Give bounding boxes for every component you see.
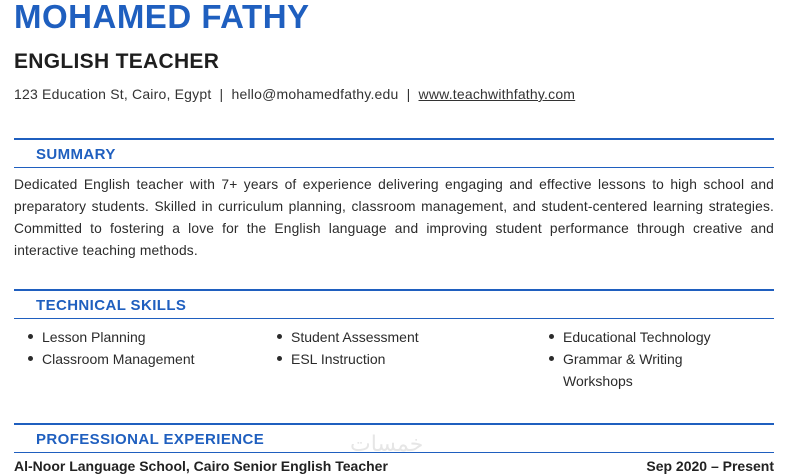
experience-heading: PROFESSIONAL EXPERIENCE (36, 431, 265, 448)
email-text: hello@mohamedfathy.edu (231, 86, 399, 102)
job-title: ENGLISH TEACHER (14, 50, 220, 73)
skill-label: Classroom Management (42, 351, 195, 367)
employment-dates: Sep 2020 – Present (646, 458, 774, 474)
bullet-icon (549, 334, 554, 339)
divider (14, 318, 774, 319)
summary-heading: SUMMARY (36, 146, 116, 163)
summary-text: Dedicated English teacher with 7+ years of experience delivering engaging and effective lessons to high school and preparatory students. Skilled in curriculum planning, classroom management, and student-centered learning strategies. Committed to fostering a love for the English language and improving student performance through creative and interactive teaching methods. (14, 177, 774, 258)
skill-label: Lesson Planning (42, 329, 146, 345)
separator: | (406, 86, 411, 102)
bullet-icon (277, 334, 282, 339)
address-text: 123 Education St, Cairo, Egypt (14, 86, 212, 102)
bullet-icon (28, 356, 33, 361)
skill-label: Educational Technology (563, 329, 711, 345)
skill-item (535, 348, 735, 392)
employer-title: Al-Noor Language School, Cairo Senior English Teacher (14, 458, 388, 474)
contact-line (14, 86, 575, 102)
bullet-icon (277, 356, 282, 361)
skills-heading: TECHNICAL SKILLS (36, 297, 187, 314)
skills-column-3 (535, 326, 735, 392)
summary-section-header (14, 138, 774, 168)
skill-item (14, 326, 244, 348)
skill-label: Grammar & Writing Workshops (563, 351, 683, 389)
divider (14, 167, 774, 168)
skill-label: Student Assessment (291, 329, 419, 345)
skills-section-header (14, 289, 774, 319)
separator: | (219, 86, 224, 102)
skill-label: ESL Instruction (291, 351, 386, 367)
candidate-name: MOHAMED FATHY (14, 0, 310, 35)
skill-item (263, 326, 513, 348)
watermark: خمسات (350, 432, 424, 457)
bullet-icon (549, 356, 554, 361)
skill-item (263, 348, 513, 370)
website-link[interactable]: www.teachwithfathy.com (418, 86, 576, 102)
skills-column-2 (263, 326, 513, 370)
skill-item (535, 326, 735, 348)
skill-item (14, 348, 244, 370)
bullet-icon (28, 334, 33, 339)
skills-column-1 (14, 326, 244, 370)
